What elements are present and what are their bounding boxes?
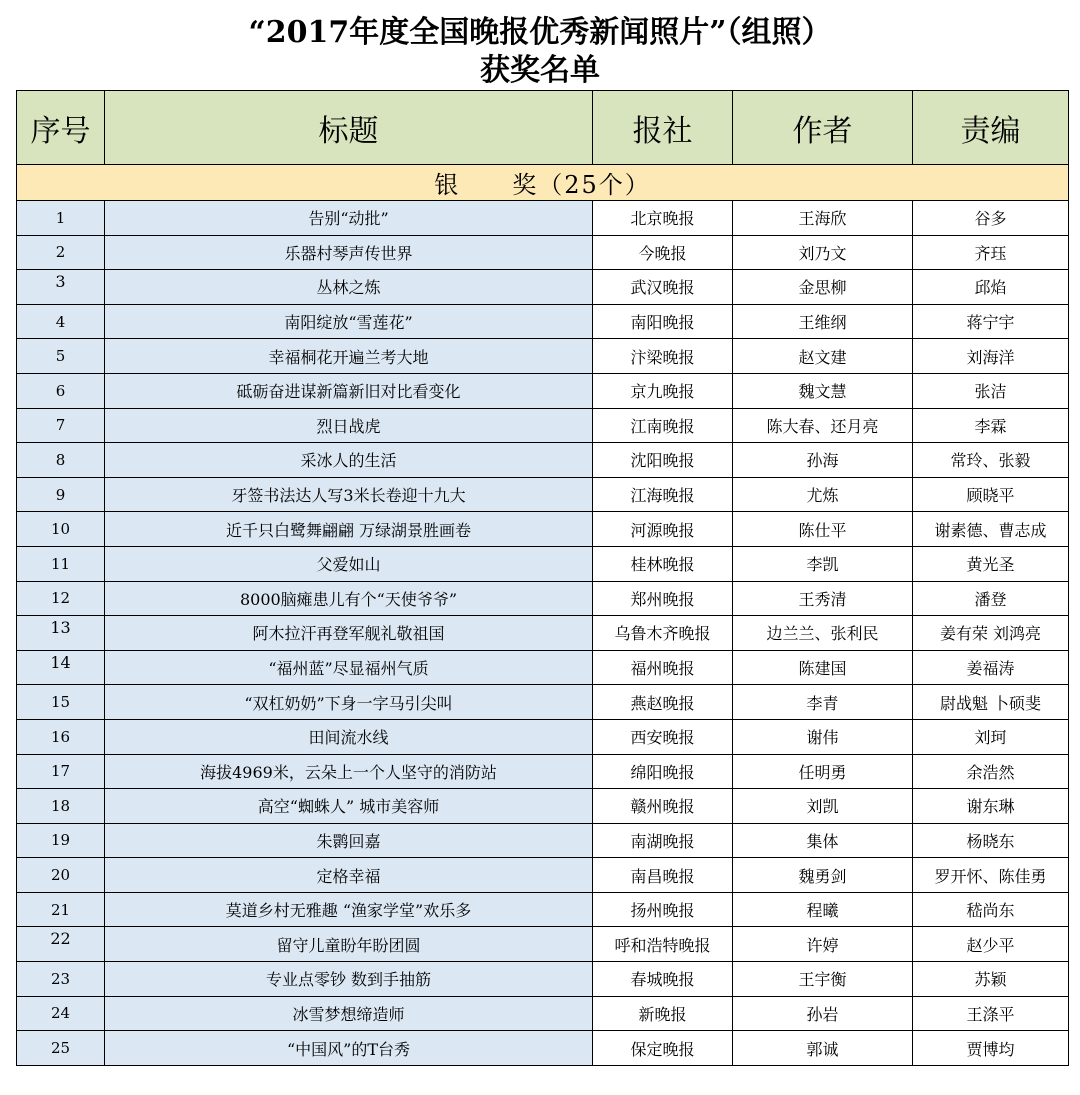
row-newspaper: 武汉晚报	[593, 270, 733, 305]
row-number: 8	[17, 443, 105, 478]
row-number: 7	[17, 408, 105, 443]
table-row	[17, 685, 1069, 720]
row-title: 冰雪梦想缔造师	[105, 996, 593, 1031]
row-number: 3	[17, 270, 105, 305]
row-number: 10	[17, 512, 105, 547]
row-number: 21	[17, 892, 105, 927]
table-row	[17, 270, 1069, 305]
row-number: 22	[17, 927, 105, 962]
row-editor: 杨晓东	[913, 823, 1069, 858]
row-author: 金思柳	[733, 270, 913, 305]
row-newspaper: 赣州晚报	[593, 789, 733, 824]
row-author: 魏勇剑	[733, 858, 913, 893]
row-editor: 蒋宁宇	[913, 304, 1069, 339]
row-editor: 尉战魁 卜硕斐	[913, 685, 1069, 720]
row-editor: 刘珂	[913, 719, 1069, 754]
row-title: 父爱如山	[105, 546, 593, 581]
row-author: 尤炼	[733, 477, 913, 512]
row-editor: 姜有荣 刘鸿亮	[913, 616, 1069, 651]
section-label: 银 奖（25个）	[17, 165, 1069, 201]
table-row	[17, 339, 1069, 374]
row-number: 6	[17, 373, 105, 408]
row-title: “福州蓝”尽显福州气质	[105, 650, 593, 685]
row-number: 1	[17, 201, 105, 236]
header-editor: 责编	[913, 91, 1069, 165]
row-number: 5	[17, 339, 105, 374]
row-newspaper: 扬州晚报	[593, 892, 733, 927]
award-table	[16, 90, 1069, 1066]
row-number: 16	[17, 719, 105, 754]
table-row	[17, 858, 1069, 893]
row-newspaper: 新晚报	[593, 996, 733, 1031]
table-row	[17, 408, 1069, 443]
row-title: 高空“蜘蛛人” 城市美容师	[105, 789, 593, 824]
row-editor: 黄光圣	[913, 546, 1069, 581]
row-number: 19	[17, 823, 105, 858]
row-title: 朱鹮回嘉	[105, 823, 593, 858]
row-number: 20	[17, 858, 105, 893]
table-row	[17, 650, 1069, 685]
row-editor: 贾博均	[913, 1031, 1069, 1066]
row-author: 李凯	[733, 546, 913, 581]
row-newspaper: 南湖晚报	[593, 823, 733, 858]
row-number: 23	[17, 962, 105, 997]
table-row	[17, 201, 1069, 236]
row-editor: 常玲、张毅	[913, 443, 1069, 478]
row-number: 11	[17, 546, 105, 581]
row-title: 南阳绽放“雪莲花”	[105, 304, 593, 339]
table-row	[17, 892, 1069, 927]
table-row	[17, 823, 1069, 858]
row-title: 烈日战虎	[105, 408, 593, 443]
row-editor: 张洁	[913, 373, 1069, 408]
row-title: 告别“动批”	[105, 201, 593, 236]
row-title: 近千只白鹭舞翩翩 万绿湖景胜画卷	[105, 512, 593, 547]
row-editor: 王涤平	[913, 996, 1069, 1031]
table-row	[17, 996, 1069, 1031]
row-author: 王宇衡	[733, 962, 913, 997]
row-newspaper: 保定晚报	[593, 1031, 733, 1066]
row-author: 程曦	[733, 892, 913, 927]
row-newspaper: 京九晚报	[593, 373, 733, 408]
table-row	[17, 927, 1069, 962]
row-author: 任明勇	[733, 754, 913, 789]
row-editor: 谢东琳	[913, 789, 1069, 824]
row-editor: 赵少平	[913, 927, 1069, 962]
row-author: 王海欣	[733, 201, 913, 236]
row-author: 李青	[733, 685, 913, 720]
row-author: 王维纲	[733, 304, 913, 339]
table-row	[17, 754, 1069, 789]
row-editor: 姜福涛	[913, 650, 1069, 685]
header-title: 标题	[105, 91, 593, 165]
row-title: 丛林之炼	[105, 270, 593, 305]
row-editor: 潘登	[913, 581, 1069, 616]
row-newspaper: 福州晚报	[593, 650, 733, 685]
row-author: 刘乃文	[733, 235, 913, 270]
row-editor: 苏颖	[913, 962, 1069, 997]
row-editor: 余浩然	[913, 754, 1069, 789]
row-newspaper: 郑州晚报	[593, 581, 733, 616]
table-row	[17, 373, 1069, 408]
row-newspaper: 江南晚报	[593, 408, 733, 443]
row-title: 留守儿童盼年盼团圆	[105, 927, 593, 962]
row-newspaper: 绵阳晚报	[593, 754, 733, 789]
row-editor: 嵇尚东	[913, 892, 1069, 927]
row-title: 莫道乡村无雅趣 “渔家学堂”欢乐多	[105, 892, 593, 927]
row-author: 陈大春、还月亮	[733, 408, 913, 443]
header-author: 作者	[733, 91, 913, 165]
row-title: 砥砺奋进谋新篇新旧对比看变化	[105, 373, 593, 408]
row-editor: 刘海洋	[913, 339, 1069, 374]
row-number: 24	[17, 996, 105, 1031]
row-title: 牙签书法达人写3米长卷迎十九大	[105, 477, 593, 512]
row-newspaper: 汴梁晚报	[593, 339, 733, 374]
row-author: 许婷	[733, 927, 913, 962]
table-row	[17, 789, 1069, 824]
row-title: 定格幸福	[105, 858, 593, 893]
row-title: 阿木拉汗再登军舰礼敬祖国	[105, 616, 593, 651]
row-number: 25	[17, 1031, 105, 1066]
table-row	[17, 546, 1069, 581]
row-number: 14	[17, 650, 105, 685]
row-author: 赵文建	[733, 339, 913, 374]
row-newspaper: 春城晚报	[593, 962, 733, 997]
header-newspaper: 报社	[593, 91, 733, 165]
table-row	[17, 304, 1069, 339]
table-row	[17, 616, 1069, 651]
row-author: 陈仕平	[733, 512, 913, 547]
row-newspaper: 今晚报	[593, 235, 733, 270]
page-subtitle: 获奖名单	[480, 53, 600, 88]
row-newspaper: 河源晚报	[593, 512, 733, 547]
row-newspaper: 乌鲁木齐晚报	[593, 616, 733, 651]
row-author: 孙岩	[733, 996, 913, 1031]
header-number: 序号	[17, 91, 105, 165]
row-author: 王秀清	[733, 581, 913, 616]
row-newspaper: 燕赵晚报	[593, 685, 733, 720]
row-number: 13	[17, 616, 105, 651]
row-editor: 邱焰	[913, 270, 1069, 305]
row-title: “中国风”的T台秀	[105, 1031, 593, 1066]
row-editor: 谷多	[913, 201, 1069, 236]
page-title: “2017年度全国晚报优秀新闻照片”（组照）	[248, 15, 832, 50]
table-header-row	[17, 91, 1069, 165]
row-number: 15	[17, 685, 105, 720]
row-newspaper: 南昌晚报	[593, 858, 733, 893]
table-row	[17, 477, 1069, 512]
row-newspaper: 沈阳晚报	[593, 443, 733, 478]
row-number: 17	[17, 754, 105, 789]
table-row	[17, 719, 1069, 754]
row-author: 集体	[733, 823, 913, 858]
row-number: 9	[17, 477, 105, 512]
row-number: 4	[17, 304, 105, 339]
row-title: 海拔4969米，云朵上一个人坚守的消防站	[105, 754, 593, 789]
row-author: 边兰兰、张利民	[733, 616, 913, 651]
row-editor: 罗开怀、陈佳勇	[913, 858, 1069, 893]
row-newspaper: 北京晚报	[593, 201, 733, 236]
table-row	[17, 1031, 1069, 1066]
row-author: 魏文慧	[733, 373, 913, 408]
table-row	[17, 581, 1069, 616]
row-title: 田间流水线	[105, 719, 593, 754]
row-newspaper: 南阳晚报	[593, 304, 733, 339]
row-title: 专业点零钞 数到手抽筋	[105, 962, 593, 997]
table-row	[17, 512, 1069, 547]
row-title: 乐器村琴声传世界	[105, 235, 593, 270]
row-newspaper: 呼和浩特晚报	[593, 927, 733, 962]
row-editor: 谢素德、曹志成	[913, 512, 1069, 547]
row-author: 孙海	[733, 443, 913, 478]
table-row	[17, 962, 1069, 997]
row-title: “双杠奶奶”下身一字马引尖叫	[105, 685, 593, 720]
row-editor: 顾晓平	[913, 477, 1069, 512]
row-author: 刘凯	[733, 789, 913, 824]
row-number: 2	[17, 235, 105, 270]
row-number: 18	[17, 789, 105, 824]
row-newspaper: 西安晚报	[593, 719, 733, 754]
row-editor: 李霖	[913, 408, 1069, 443]
row-editor: 齐珏	[913, 235, 1069, 270]
row-author: 郭诚	[733, 1031, 913, 1066]
row-newspaper: 江海晚报	[593, 477, 733, 512]
table-row	[17, 443, 1069, 478]
row-author: 谢伟	[733, 719, 913, 754]
row-title: 幸福桐花开遍兰考大地	[105, 339, 593, 374]
row-number: 12	[17, 581, 105, 616]
row-title: 8000脑瘫患儿有个“天使爷爷”	[105, 581, 593, 616]
table-row	[17, 235, 1069, 270]
row-newspaper: 桂林晚报	[593, 546, 733, 581]
row-title: 采冰人的生活	[105, 443, 593, 478]
section-row-silver	[17, 165, 1069, 201]
row-author: 陈建国	[733, 650, 913, 685]
